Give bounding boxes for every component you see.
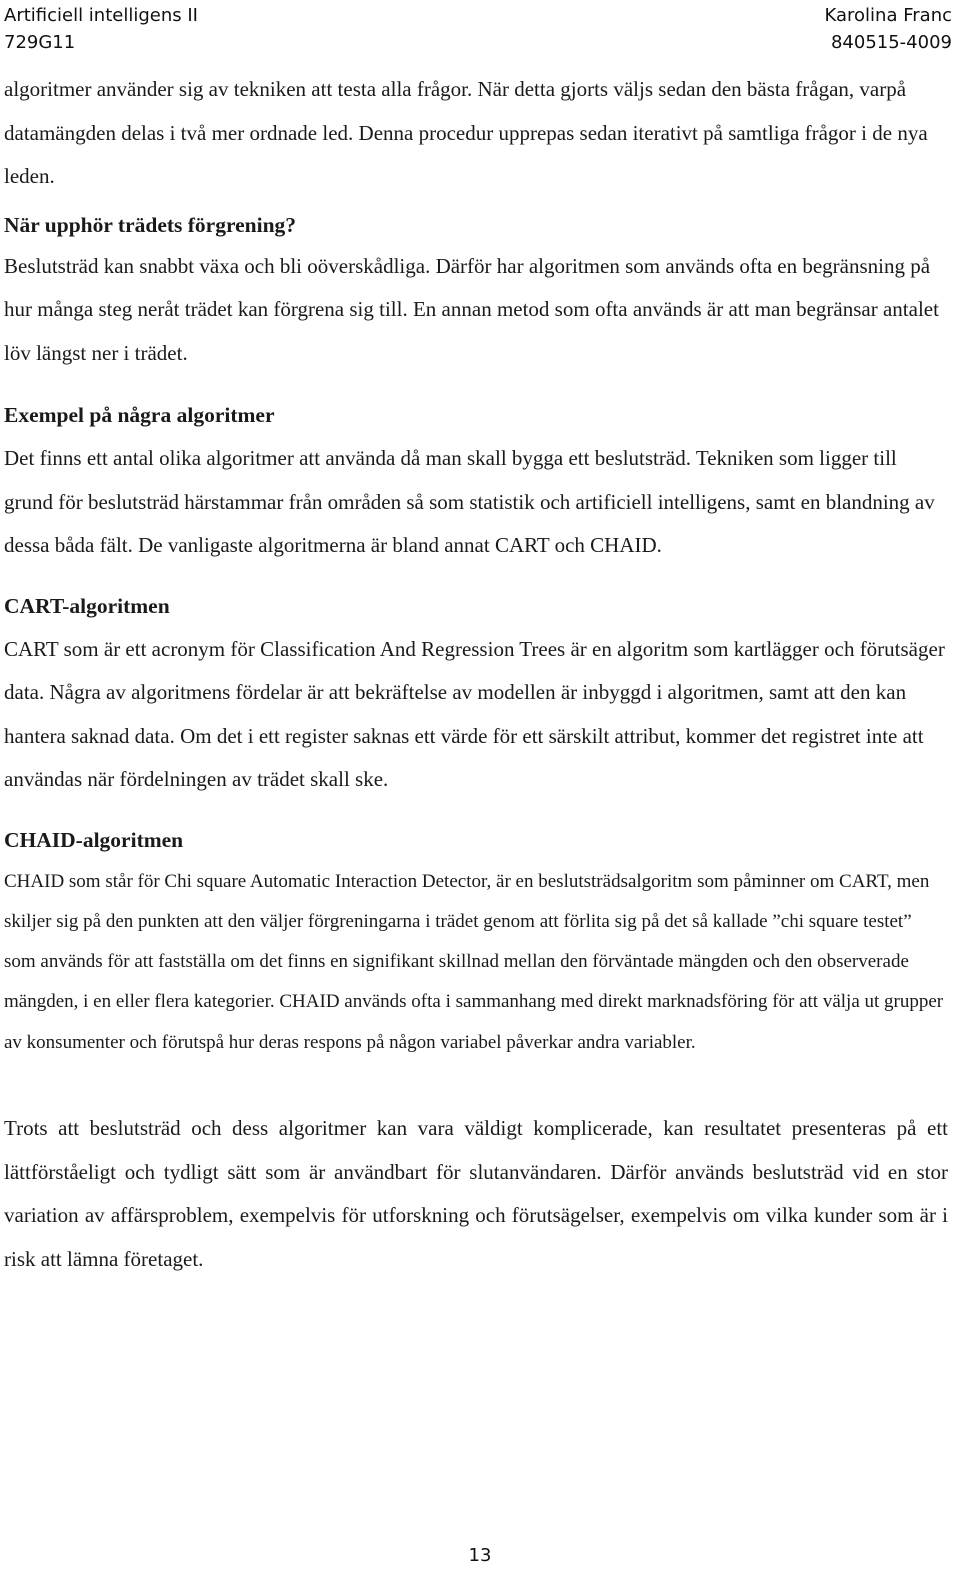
section-body-chaid: CHAID som står för Chi square Automatic Interaction Detector, är en beslutsträdsalgoritm som påminner om CART, men skiljer sig på den punkten att den väljer förgreningarna i trädet genom att förlita sig på det så kallade ”chi square testet” som används för att fastställa om det finns en signifikant skillnad mellan den förväntade mängden och den observerade mängden, i en eller flera kategorier. CHAID används ofta i sammanhang med direkt marknadsföring för att välja ut grupper av konsumenter och förutspå hur deras respons på någon variabel påverkar andra variabler. [4, 870, 944, 1053]
author-name: Karolina Franc [824, 5, 952, 26]
section-body-examples: Det finns ett antal olika algoritmer att använda då man skall bygga ett beslutsträd. Tekniken som ligger till grund för beslutsträd härstammar från områden så som statistik och artificiell intelligens, samt en blandning av dessa båda fält. De vanligaste algoritmerna är bland annat CART och CHAID. [4, 446, 935, 557]
header-right [825, 2, 952, 56]
author-id: 840515-4009 [830, 32, 952, 53]
page-number: 13 [468, 1545, 492, 1566]
section-heading-examples: Exempel på några algoritmer [4, 403, 275, 427]
course-code: 729G11 [4, 32, 76, 53]
section-heading-stop: När upphör trädets förgrening? [4, 212, 297, 237]
section-heading-chaid: CHAID-algoritmen [4, 827, 184, 852]
header-left [4, 2, 198, 56]
section-heading-cart: CART-algoritmen [4, 593, 170, 618]
course-name: Artificiell intelligens II [4, 5, 198, 26]
page-content [4, 68, 948, 1282]
closing-paragraph: Trots att beslutsträd och dess algoritmer kan vara väldigt komplicerade, kan resultatet presenteras på ett lättförståeligt och tydligt sätt som är användbart för slutanvändaren. Därför används beslutsträd vid en stor variation av affärsproblem, exempelvis för utforskning och förutsägelser, exempelvis om vilka kunder som är i risk att lämna företaget. [4, 1115, 948, 1272]
intro-paragraph: algoritmer använder sig av tekniken att testa alla frågor. När detta gjorts väljs sedan den bästa frågan, varpå datamängden delas i två mer ordnade led. Denna procedur upprepas sedan iterativt på samtliga frågor i de nya leden. [4, 77, 928, 188]
section-body-stop: Beslutsträd kan snabbt växa och bli oöverskådliga. Därför har algoritmen som används ofta en begränsning på hur många steg neråt trädet kan förgrena sig till. En annan metod som ofta används är att man begränsar antalet löv längst ner i trädet. [4, 253, 939, 365]
section-body-cart: CART som är ett acronym för Classification And Regression Trees är en algoritm som kartlägger och förutsäger data. Några av algoritmens fördelar är att bekräftelse av modellen är inbyggd i algoritmen, samt att den kan hantera saknad data. Om det i ett register saknas ett värde för ett särskilt attribut, kommer det registret inte att användas när fördelningen av trädet skall ske. [4, 636, 945, 791]
